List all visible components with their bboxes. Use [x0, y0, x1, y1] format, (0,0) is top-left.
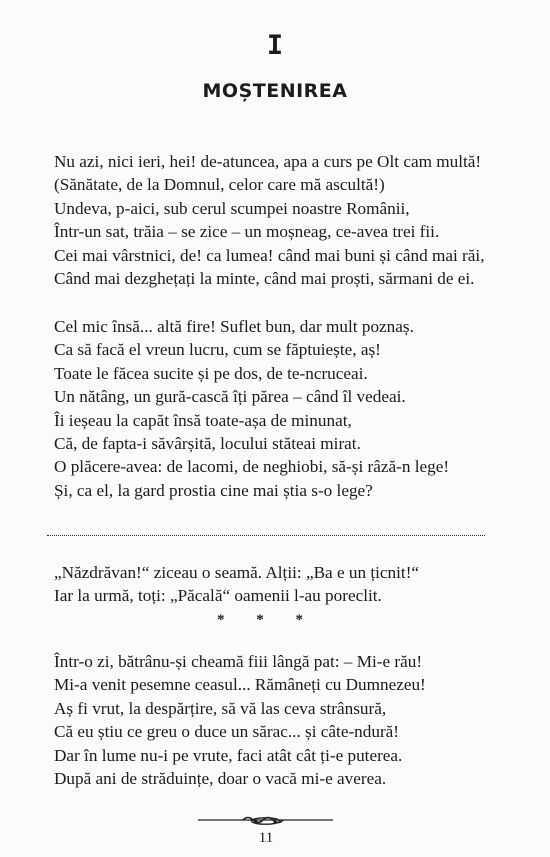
- verse-line: Cel mic însă... altă fire! Suflet bun, dar mult poznaș.: [54, 317, 414, 336]
- verse-line: Dar în lume nu-i pe vrute, faci atât cât ți-e puterea.: [54, 745, 403, 765]
- page-number: 11: [258, 830, 274, 846]
- verse-line: Ca să facă el vreun lucru, cum se făptuiește, aș!: [54, 340, 381, 360]
- verse-line: (Sănătate, de la Domnul, celor care mă ascultă!): [54, 175, 385, 195]
- stanza-4: [54, 650, 524, 790]
- stanza-2: [54, 315, 524, 502]
- verse-line: Când mai dezghețați la minte, când mai proști, sărmani de ei.: [54, 269, 475, 289]
- verse-line: Aș fi vrut, la despărțire, să vă las ceva strânsură,: [54, 698, 387, 718]
- verse-line: Cei mai vârstnici, de! ca lumea! când mai buni și când mai răi,: [54, 245, 485, 265]
- verse-line: Mi-a venit pesemne ceasul... Rămâneți cu Dumnezeu!: [54, 675, 426, 695]
- verse-line: Undeva, p-aici, sub cerul scumpei noastre Românii,: [54, 198, 410, 218]
- stanza-3: [54, 561, 524, 608]
- flourish-ornament-icon: [198, 815, 333, 829]
- chapter-title: MOȘTENIREA: [202, 80, 348, 102]
- verse-line: O plăcere-avea: de lacomi, de neghiobi, să-și râză-n lege!: [54, 457, 450, 477]
- dotted-divider: [47, 535, 485, 536]
- verse-line: Într-o zi, bătrânu-și cheamă fiii lângă pat: – Mi-e rău!: [54, 652, 423, 671]
- verse-line: Un nătâng, un gură-cască îți părea – când îl vedeai.: [54, 387, 406, 407]
- section-separator: * * *: [217, 612, 317, 628]
- chapter-number: I: [266, 30, 284, 61]
- stanza-1: [54, 150, 524, 290]
- verse-line: Într-un sat, trăia – se zice – un moșneag, ce-avea trei fii.: [54, 222, 440, 242]
- verse-line: Și, ca el, la gard prostia cine mai știa s-o lege?: [54, 480, 373, 500]
- verse-line: Nu azi, nici ieri, hei! de-atuncea, apa a curs pe Olt cam multă!: [54, 152, 482, 171]
- verse-line: Că eu știu ce greu o duce un sărac... și câte-ndură!: [54, 722, 400, 742]
- verse-line: Toate le făcea sucite și pe dos, de te-ncruceai.: [54, 363, 368, 383]
- verse-line: După ani de străduințe, doar o vacă mi-e averea.: [54, 769, 387, 789]
- verse-line: Îi ieșeau la capăt însă toate-așa de minunat,: [54, 410, 352, 430]
- verse-line: „Năzdrăvan!“ ziceau o seamă. Alții: „Ba e un țicnit!“: [54, 563, 420, 582]
- verse-line: Iar la urmă, toți: „Păcală“ oamenii l-au poreclit.: [54, 586, 382, 606]
- verse-line: Că, de fapta-i săvârșită, locului stăteai mirat.: [54, 434, 361, 454]
